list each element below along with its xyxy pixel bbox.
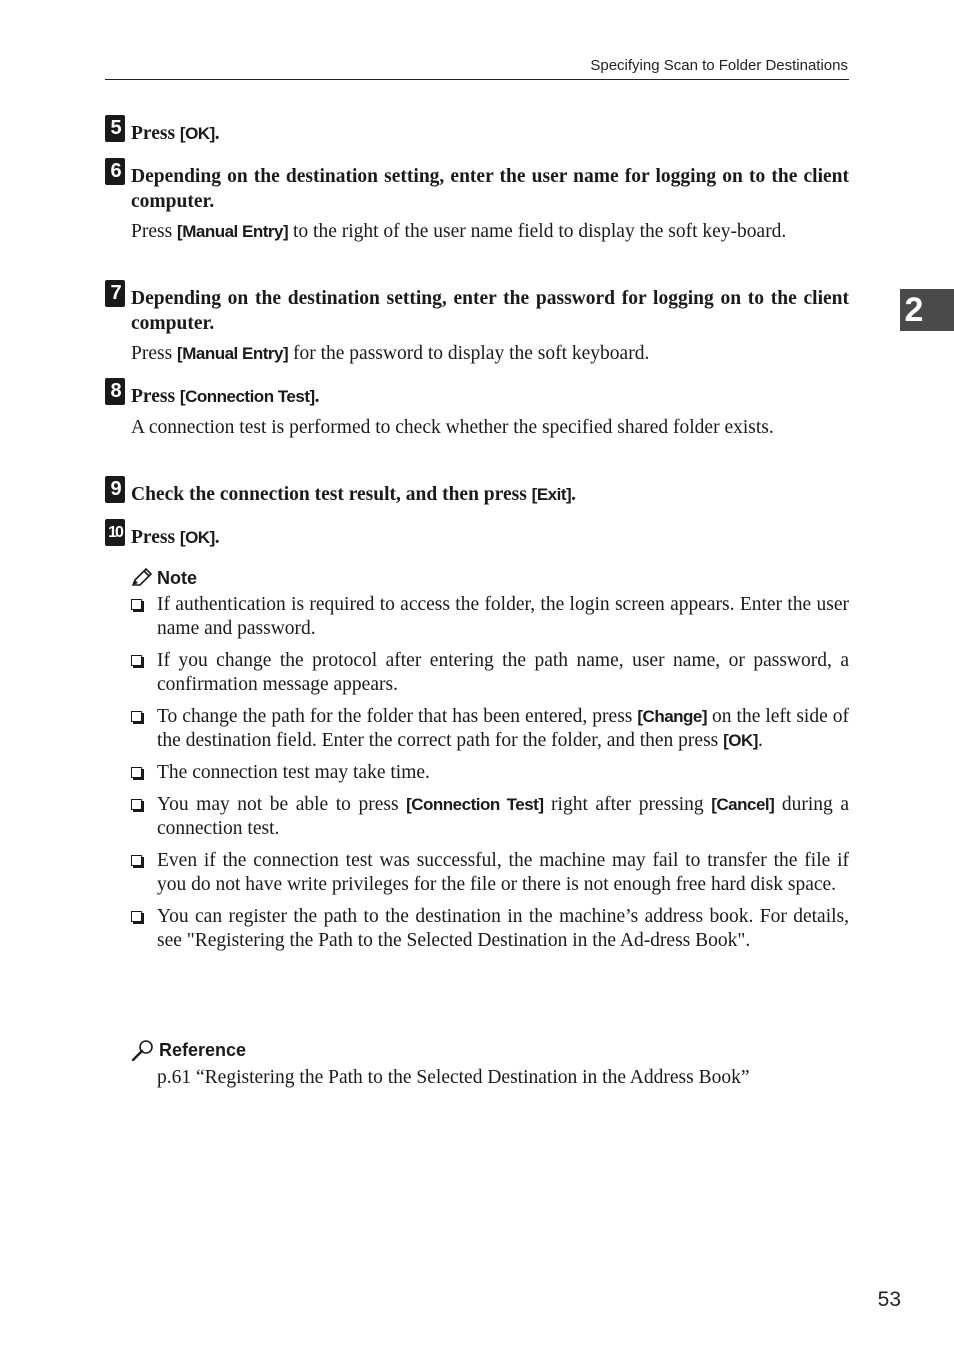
header-rule <box>105 79 849 80</box>
note-key: [Cancel] <box>711 795 775 814</box>
note-text: on the left side of the destination field. Enter the correct path for the folder, and then press <box>157 706 849 751</box>
step-10-post: . <box>214 527 220 548</box>
note-text: . <box>757 730 763 751</box>
step-8-body: A connection test is performed to check whether the specified shared folder exists. <box>131 417 774 438</box>
reference-heading-label: Reference <box>159 1040 247 1060</box>
step-7-text: Depending on the destination setting, enter the password for logging on to the client computer. <box>131 288 849 334</box>
note-key: [Change] <box>637 707 708 726</box>
note-item <box>131 905 849 953</box>
step-5-key: [OK] <box>179 124 215 143</box>
chapter-tab <box>900 289 954 331</box>
chapter-number: 2 <box>904 291 924 329</box>
checkbox-icon <box>131 655 142 666</box>
checkbox-icon <box>131 799 142 810</box>
note-key: [OK] <box>723 731 758 750</box>
note-text: If you change the protocol after entering the path name, user name, or password, a confirmation message appears. <box>157 650 849 695</box>
step-10-pre: Press <box>131 527 180 548</box>
step-6-body-pre: Press <box>131 221 178 242</box>
step-number-5: 5 <box>105 115 125 142</box>
note-item <box>131 793 849 841</box>
note-text: right after pressing <box>543 794 712 815</box>
checkbox-icon <box>131 855 142 866</box>
note-heading <box>131 566 197 590</box>
step-8-key: [Connection Test] <box>179 387 315 406</box>
header-title: Specifying Scan to Folder Destinations <box>590 57 848 74</box>
step-9-text <box>131 482 849 507</box>
step-6-text: Depending on the destination setting, enter the user name for logging on to the client computer. <box>131 166 849 212</box>
step-5-text <box>131 121 849 146</box>
note-list <box>131 593 849 961</box>
step-8-pre: Press <box>131 386 180 407</box>
note-item <box>131 849 849 897</box>
note-key: [Connection Test] <box>406 795 544 814</box>
step-number-9: 9 <box>105 476 125 503</box>
step-7-body <box>131 342 849 366</box>
step-10-key: [OK] <box>179 528 215 547</box>
step-7-body-key: [Manual Entry] <box>177 344 289 363</box>
note-item <box>131 705 849 753</box>
magnifier-icon <box>131 1039 155 1061</box>
note-item <box>131 761 849 785</box>
step-number-8: 8 <box>105 378 125 405</box>
step-9-pre: Check the connection test result, and then press <box>131 484 532 505</box>
checkbox-icon <box>131 599 142 610</box>
note-item <box>131 649 849 697</box>
checkbox-icon <box>131 767 142 778</box>
checkbox-icon <box>131 711 142 722</box>
step-5-pre: Press <box>131 123 180 144</box>
reference-link[interactable]: p.61 “Registering the Path to the Selected Destination in the Address Book” <box>157 1067 750 1088</box>
step-7-body-post: for the password to display the soft keyboard. <box>288 343 650 364</box>
step-number-6: 6 <box>105 158 125 185</box>
step-6-body <box>131 220 849 244</box>
step-9-key: [Exit] <box>531 485 572 504</box>
step-7-body-pre: Press <box>131 343 178 364</box>
note-text: You may not be able to press <box>157 794 407 815</box>
note-text: during a connection test. <box>157 794 849 839</box>
note-text: The connection test may take time. <box>157 762 430 783</box>
step-9-post: . <box>571 484 577 505</box>
checkbox-icon <box>131 911 142 922</box>
reference-heading <box>131 1038 246 1062</box>
page-number: 53 <box>877 1288 901 1311</box>
pencil-icon <box>131 568 153 588</box>
note-text: If authentication is required to access the folder, the login screen appears. Enter the user name and password. <box>157 594 849 639</box>
step-6-body-post: to the right of the user name field to display the soft key-board. <box>288 221 787 242</box>
note-text: To change the path for the folder that has been entered, press <box>157 706 638 727</box>
note-text: You can register the path to the destination in the machine’s address book. For details, see "Registering the Path to the Selected Destination in the Ad-dress Book". <box>157 906 849 951</box>
step-number-10: 10 <box>105 519 125 546</box>
step-8-post: . <box>314 386 320 407</box>
step-5-post: . <box>214 123 220 144</box>
step-10-text <box>131 525 849 550</box>
note-heading-label: Note <box>157 568 197 588</box>
note-text: Even if the connection test was successful, the machine may fail to transfer the file if you do not have write privileges for the file or there is not enough free hard disk space. <box>157 850 849 895</box>
step-8-text <box>131 384 849 409</box>
step-number-7: 7 <box>105 280 125 307</box>
note-item <box>131 593 849 641</box>
step-6-body-key: [Manual Entry] <box>177 222 289 241</box>
